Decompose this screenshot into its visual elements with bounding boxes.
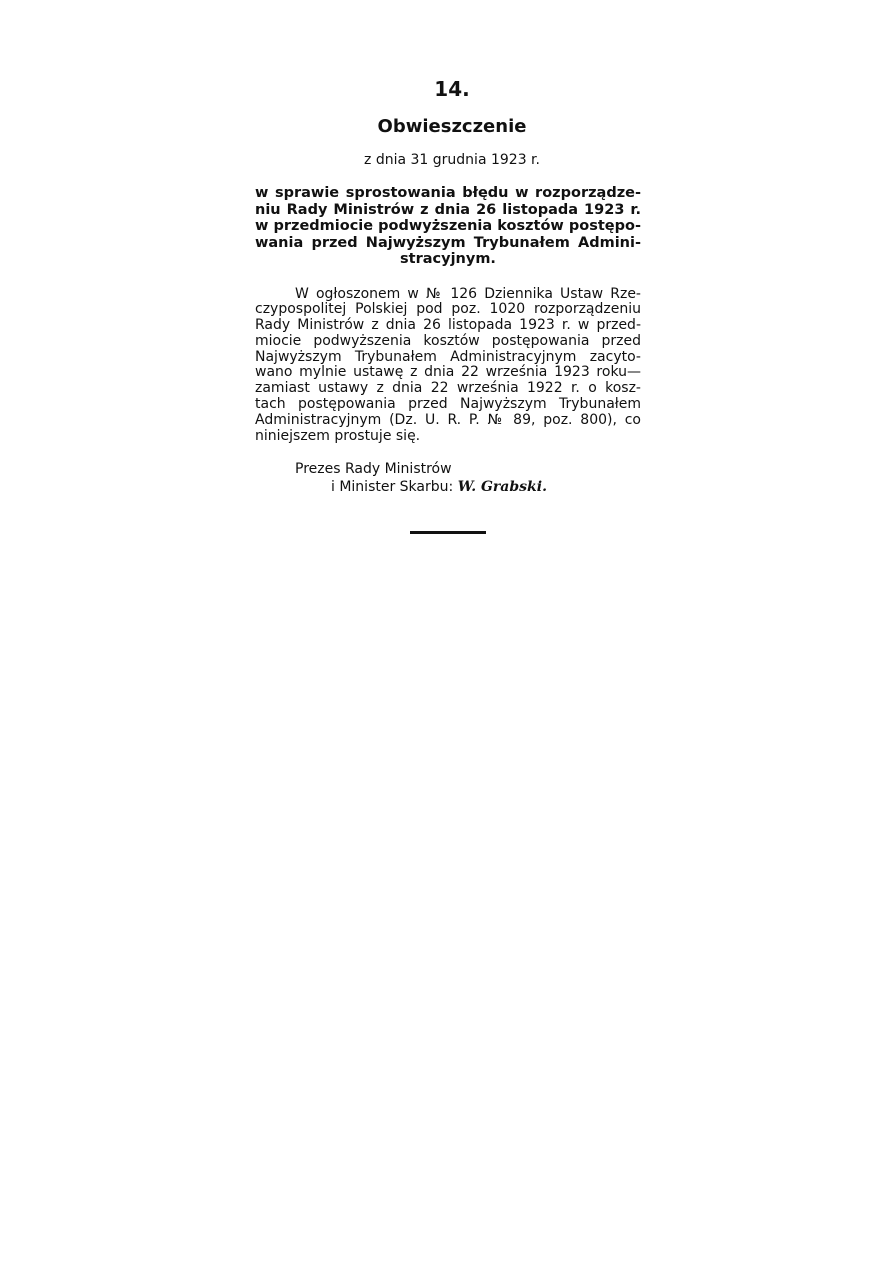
document-date: z dnia 31 grudnia 1923 r. <box>364 152 540 168</box>
signature-title: Prezes Rady Ministrów <box>295 461 452 478</box>
body-line: miocie podwyższenia kosztów postępowania przed <box>255 332 641 349</box>
subject-line: wania przed Najwyższym Trybunałem Admini- <box>255 234 641 251</box>
document-body <box>255 287 641 445</box>
signature-name: W. Grabski. <box>457 479 547 496</box>
signature-block <box>255 460 641 496</box>
body-line: Administracyjnym (Dz. U. R. P. № 89, poz. 800), co <box>255 411 641 428</box>
closing-rule <box>410 531 486 534</box>
body-line: W ogłoszonem w № 126 Dziennika Ustaw Rze- <box>295 285 641 302</box>
document-column <box>255 76 641 496</box>
body-line: wano mylnie ustawę z dnia 22 września 1923 roku— <box>255 364 641 381</box>
body-line: Najwyższym Trybunałem Administracyjnym zacyto- <box>255 348 641 365</box>
body-line: czypospolitej Polskiej pod poz. 1020 rozporządzeniu <box>255 301 641 318</box>
signature-role: i Minister Skarbu: <box>331 479 458 496</box>
body-line: tach postępowania przed Najwyższym Trybunałem <box>255 396 641 413</box>
document-subject <box>255 185 641 268</box>
signature-role-line <box>255 478 641 496</box>
item-number: 14. <box>434 77 470 101</box>
subject-line: w przedmiocie podwyższenia kosztów postępo- <box>255 218 641 234</box>
document-title: Obwieszczenie <box>377 116 527 137</box>
body-line: niniejszem prostuje się. <box>255 427 421 444</box>
body-line: zamiast ustawy z dnia 22 września 1922 r. o kosz- <box>255 380 641 397</box>
subject-line: w sprawie sprostowania błędu w rozporządze- <box>255 185 641 201</box>
body-line: Rady Ministrów z dnia 26 listopada 1923 r. w przed- <box>255 317 641 334</box>
subject-line: niu Rady Ministrów z dnia 26 listopada 1923 r. <box>255 201 641 218</box>
subject-line: stracyjnym. <box>400 251 496 267</box>
